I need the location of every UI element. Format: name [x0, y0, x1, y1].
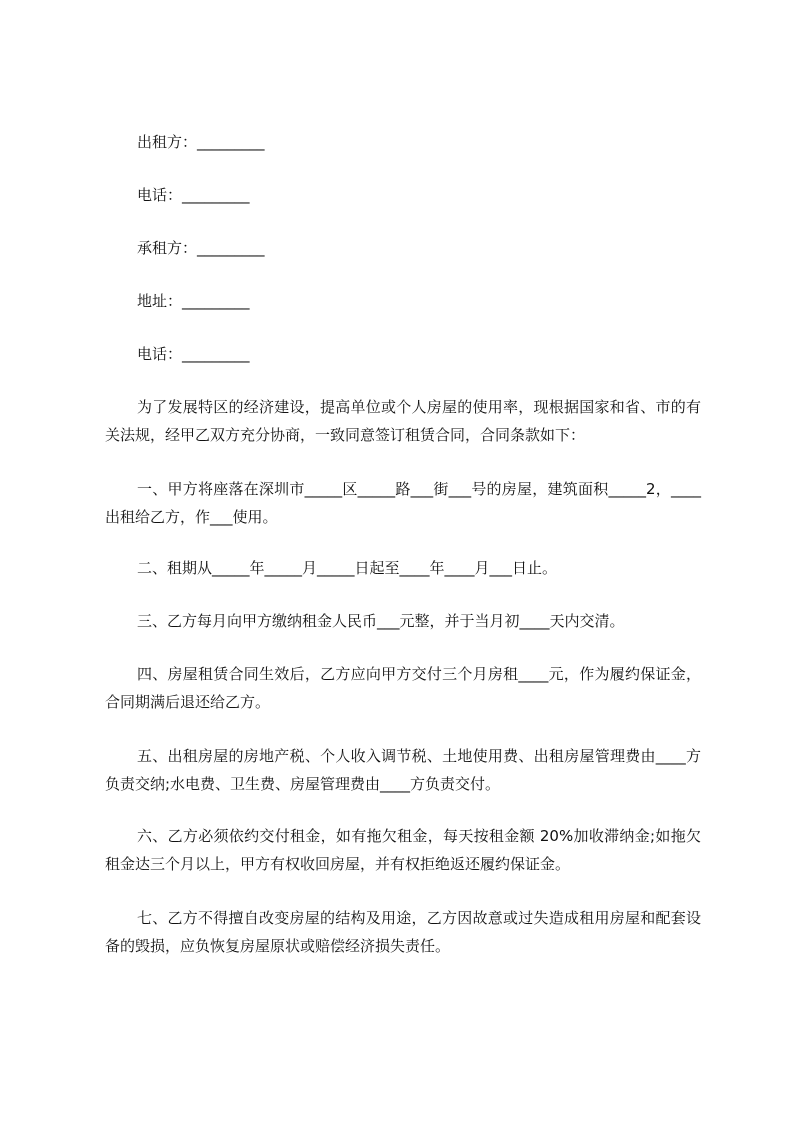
clause-3: 三、乙方每月向甲方缴纳租金人民币___元整，并于当月初____天内交清。 [137, 612, 625, 630]
clause-4: 四、房屋租赁合同生效后，乙方应向甲方交付三个月房租____元，作为履约保证金，合同期满后退还给乙方。 [105, 665, 701, 711]
lessee-phone-field: 电话：_________ [137, 345, 250, 363]
clause-6: 六、乙方必须依约交付租金，如有拖欠租金，每天按租金额 20%加收滞纳金;如拖欠租金达三个月以上，甲方有权收回房屋，并有权拒绝返还履约保证金。 [105, 827, 701, 873]
intro-paragraph: 为了发展特区的经济建设，提高单位或个人房屋的使用率，现根据国家和省、市的有关法规，经甲乙双方充分协商，一致同意签订租赁合同，合同条款如下： [105, 398, 701, 444]
clause-2: 二、租期从_____年_____月_____日起至____年____月___日止。 [137, 559, 558, 577]
clause-1: 一、甲方将座落在深圳市_____区_____路___街___号的房屋，建筑面积_____2，____出租给乙方，作___使用。 [105, 480, 701, 526]
clause-7: 七、乙方不得擅自改变房屋的结构及用途，乙方因故意或过失造成租用房屋和配套设备的毁损，应负恢复房屋原状或赔偿经济损失责任。 [105, 909, 701, 955]
lessee-address-field: 地址：_________ [137, 292, 250, 310]
lessor-field: 出租方：_________ [137, 133, 265, 151]
lessee-field: 承租方：_________ [137, 239, 265, 257]
clause-5: 五、出租房屋的房地产税、个人收入调节税、土地使用费、出租房屋管理费由____方负责交纳;水电费、卫生费、房屋管理费由____方负责交付。 [105, 747, 701, 793]
lessor-phone-field: 电话：_________ [137, 186, 250, 204]
